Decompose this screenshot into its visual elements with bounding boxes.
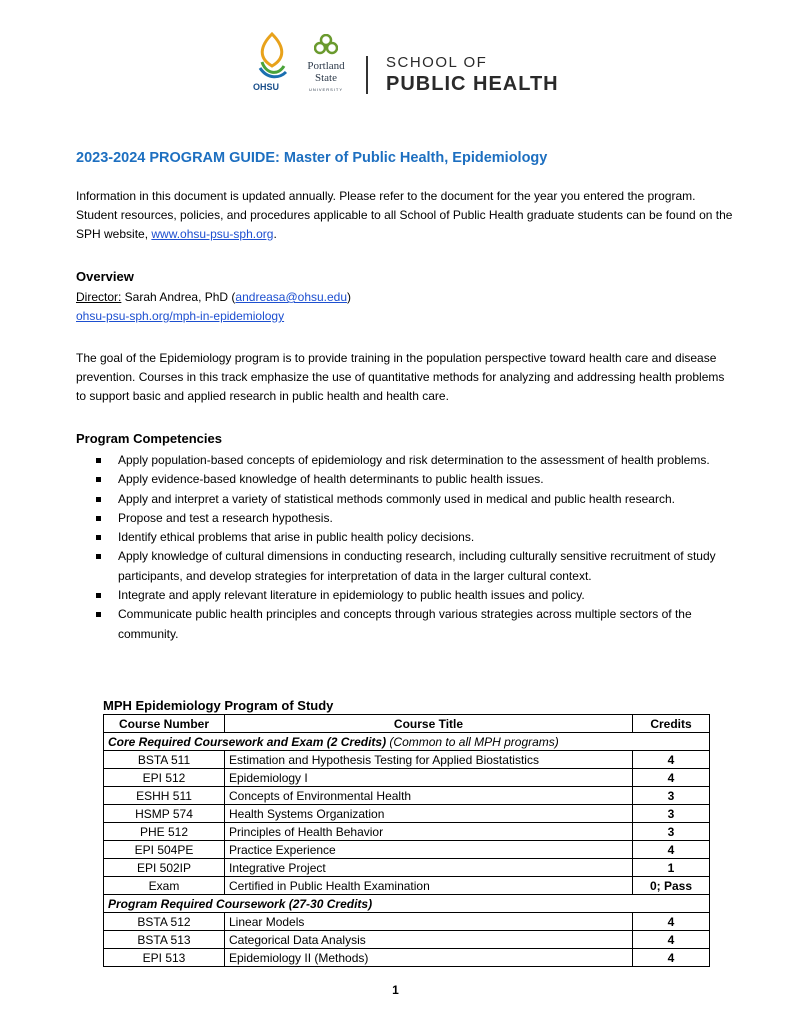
table-row [104,823,710,841]
table-row [104,931,710,949]
page-title: 2023-2024 PROGRAM GUIDE: Master of Public Health, Epidemiology [76,150,548,166]
credits-cell: 4 [633,841,710,859]
psu-sub: UNIVERSITY [308,87,343,92]
course-title-cell: Certified in Public Health Examination [225,877,633,895]
table-body [104,733,710,967]
competency-item: Apply evidence-based knowledge of health determinants to public health issues. [96,470,736,489]
program-link[interactable]: ohsu-psu-sph.org/mph-in-epidemiology [76,309,285,323]
director-line [76,288,736,307]
competencies-list [96,451,736,644]
table-row [104,805,710,823]
table-section-row [104,895,710,913]
course-title-cell: Linear Models [225,913,633,931]
credits-cell: 4 [633,949,710,967]
section-label: Program Required Coursework (27-30 Credits) [108,896,373,911]
psu-label-line2: State [315,72,337,84]
credits-cell: 0; Pass [633,877,710,895]
table-row [104,949,710,967]
table-row [104,751,710,769]
table-header-row [104,715,710,733]
competencies-heading: Program Competencies [76,431,222,446]
course-title-cell: Epidemiology II (Methods) [225,949,633,967]
course-number-cell: HSMP 574 [104,805,225,823]
table-row [104,859,710,877]
program-link-line [76,307,736,326]
intro-paragraph [76,187,736,244]
course-number-cell: EPI 504PE [104,841,225,859]
director-email-link[interactable]: andreasa@ohsu.edu [235,290,348,304]
school-line2: PUBLIC HEALTH [386,73,559,95]
credits-cell: 3 [633,805,710,823]
course-title-cell: Practice Experience [225,841,633,859]
competency-item: Identify ethical problems that arise in public health policy decisions. [96,528,736,547]
section-label: Core Required Coursework and Exam (2 Credits) [108,734,387,749]
credits-cell: 1 [633,859,710,877]
psu-label-line1: Portland [307,60,345,72]
course-title-cell: Concepts of Environmental Health [225,787,633,805]
course-title-cell: Integrative Project [225,859,633,877]
director-name: Sarah Andrea, PhD ( [121,290,236,304]
psu-label [300,60,352,84]
credits-cell: 3 [633,787,710,805]
section-label-cell [104,733,710,751]
course-number-cell: BSTA 513 [104,931,225,949]
program-of-study-table [103,714,710,967]
header-course-number: Course Number [104,715,225,733]
intro-end: . [273,227,277,241]
credits-cell: 4 [633,769,710,787]
competency-item: Apply and interpret a variety of statistical methods commonly used in medical and public health research. [96,490,736,509]
page-number: 1 [392,983,399,997]
course-number-cell: BSTA 512 [104,913,225,931]
table-row [104,769,710,787]
header-logos [248,32,570,98]
header-course-title: Course Title [225,715,633,733]
overview-heading: Overview [76,269,134,284]
table-row [104,877,710,895]
competency-item: Communicate public health principles and concepts through various strategies across multiple sectors of the community. [96,605,736,644]
course-title-cell: Health Systems Organization [225,805,633,823]
goal-paragraph: The goal of the Epidemiology program is to provide training in the population perspective toward health care and disease prevention. Courses in this track emphasize the use of quantitative methods for analyzing and addressing health problems to support basic and applied research in public health and health care. [76,351,725,403]
competency-item: Propose and test a research hypothesis. [96,509,736,528]
ohsu-label: OHSU [253,82,280,92]
course-number-cell: EPI 512 [104,769,225,787]
director-label: Director: [76,290,122,304]
credits-cell: 4 [633,931,710,949]
competency-item: Integrate and apply relevant literature in epidemiology to public health issues and policy. [96,586,736,605]
table-row [104,913,710,931]
director-close: ) [347,290,352,304]
logo-divider [366,56,368,94]
table-row [104,841,710,859]
school-line1: SCHOOL OF [386,54,488,71]
section-label-cell [104,895,710,913]
competency-item: Apply knowledge of cultural dimensions in conducting research, including culturally sensitive recruitment of study participants, and develop strategies for interpretation of data in the larger cultural context. [96,547,736,586]
course-number-cell: PHE 512 [104,823,225,841]
section-note: (Common to all MPH programs) [386,734,559,749]
credits-cell: 4 [633,751,710,769]
study-table-title: MPH Epidemiology Program of Study [103,698,334,713]
course-number-cell: EPI 502IP [104,859,225,877]
psu-logo-icon [314,34,338,58]
competency-item: Apply population-based concepts of epidemiology and risk determination to the assessment of health problems. [96,451,736,470]
course-number-cell: ESHH 511 [104,787,225,805]
course-number-cell: BSTA 511 [104,751,225,769]
ohsu-logo-icon [252,32,292,84]
credits-cell: 3 [633,823,710,841]
course-title-cell: Principles of Health Behavior [225,823,633,841]
course-number-cell: EPI 513 [104,949,225,967]
table-row [104,787,710,805]
table-section-row [104,733,710,751]
credits-cell: 4 [633,913,710,931]
intro-text: Information in this document is updated annually. Please refer to the document for the year you entered the program. Student resources, policies, and procedures applicable to all School of Public Health graduate students can be found on the SPH website, [76,189,733,241]
header-credits: Credits [633,715,710,733]
course-title-cell: Categorical Data Analysis [225,931,633,949]
sph-website-link[interactable]: www.ohsu-psu-sph.org [151,227,274,241]
course-title-cell: Estimation and Hypothesis Testing for Applied Biostatistics [225,751,633,769]
course-title-cell: Epidemiology I [225,769,633,787]
course-number-cell: Exam [104,877,225,895]
